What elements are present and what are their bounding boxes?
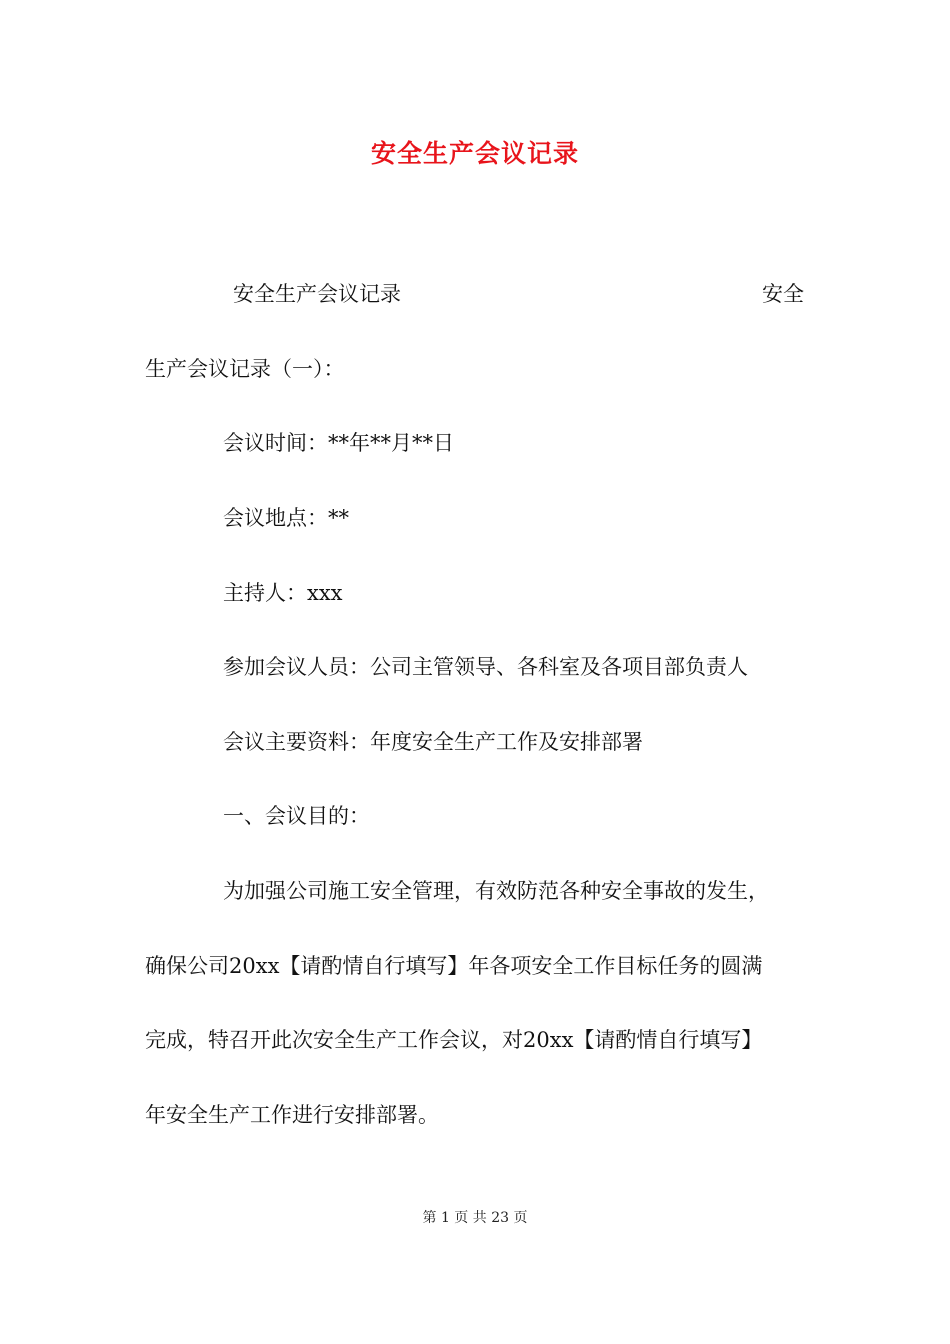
meeting-time: 会议时间：**年**月**日	[223, 431, 454, 455]
intro-heading-continuation: 安全	[762, 282, 804, 306]
meeting-attendees: 参加会议人员：公司主管领导、各科室及各项目部负责人	[223, 655, 748, 679]
paragraph-line: 完成，特召开此次安全生产工作会议，对20xx【请酌情自行填写】	[145, 1028, 763, 1052]
page-number-footer: 第 1 页 共 23 页	[422, 1210, 528, 1226]
paragraph-line: 为加强公司施工安全管理，有效防范各种安全事故的发生，	[223, 879, 769, 903]
paragraph-line: 年安全生产工作进行安排部署。	[145, 1103, 439, 1127]
record-heading: 生产会议记录（一）：	[145, 357, 345, 381]
section-heading-purpose: 一、会议目的：	[223, 804, 370, 828]
document-title: 安全生产会议记录	[370, 139, 579, 168]
paragraph-line: 确保公司20xx【请酌情自行填写】年各项安全工作目标任务的圆满	[145, 954, 763, 978]
meeting-location: 会议地点：**	[223, 506, 349, 530]
intro-heading: 安全生产会议记录	[233, 282, 401, 306]
meeting-topic: 会议主要资料：年度安全生产工作及安排部署	[223, 730, 643, 754]
meeting-host: 主持人：xxx	[223, 581, 343, 605]
